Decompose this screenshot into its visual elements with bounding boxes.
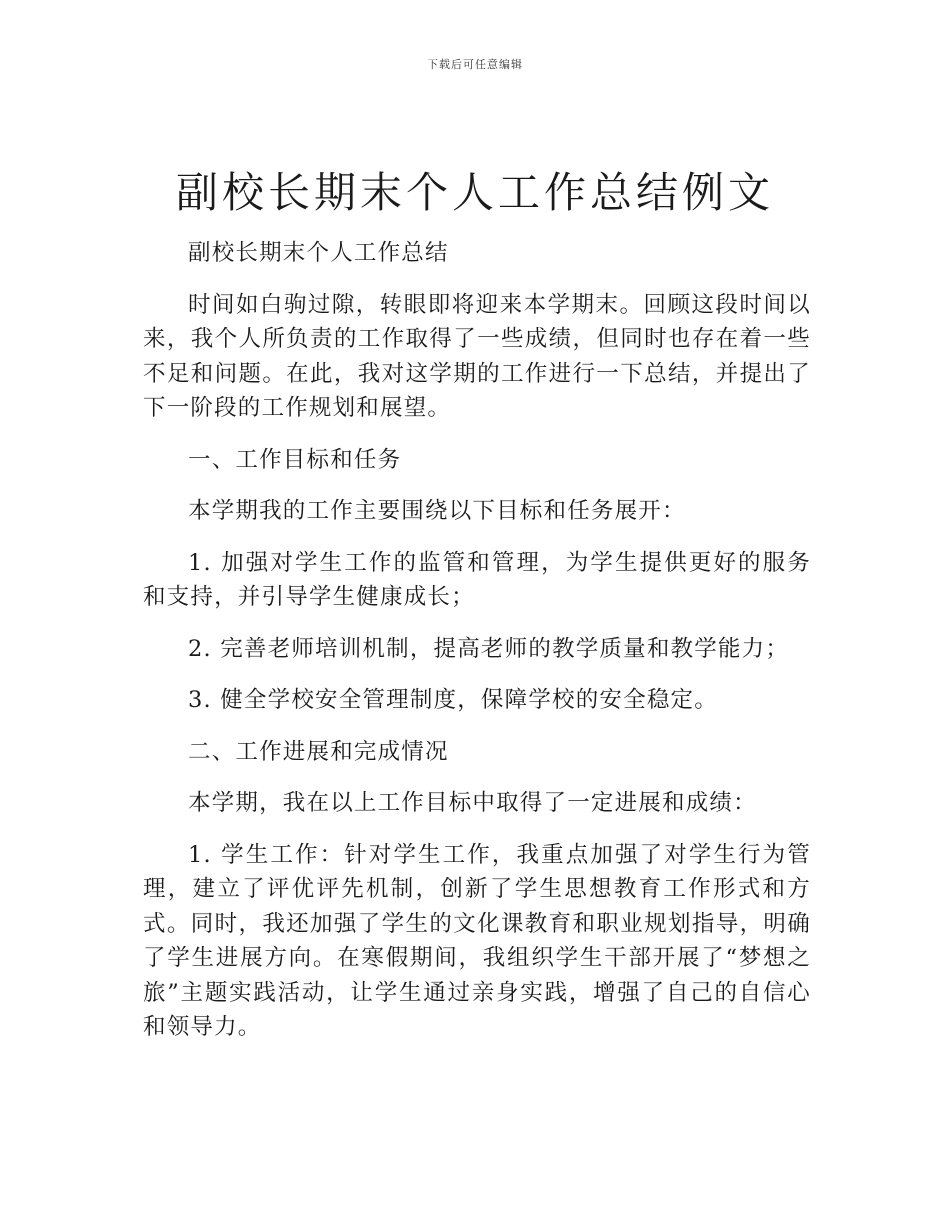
section-heading-progress: 二、工作进展和完成情况 (188, 738, 449, 765)
subtitle-paragraph: 副校长期末个人工作总结 (188, 240, 449, 266)
intro-paragraph: 时间如白驹过隙，转眼即将迎来本学期末。回顾这段时间以来，我个人所负责的工作取得了一些成绩，但同时也存在着一些不足和问题。在此，我对这学期的工作进行一下总结，并提出了下一阶段的工作规划和展望。 (143, 291, 811, 421)
goal-item-2: 2. 完善老师培训机制，提高老师的教学质量和教学能力； (188, 635, 790, 662)
goals-intro-paragraph: 本学期我的工作主要围绕以下目标和任务展开： (188, 498, 686, 524)
document-body (143, 236, 811, 1062)
goal-item-1: 1. 加强对学生工作的监管和管理，为学生提供更好的服务和支持，并引导学生健康成长； (143, 549, 811, 610)
progress-intro-paragraph: 本学期，我在以上工作目标中取得了一定进展和成绩： (188, 790, 757, 816)
section-heading-goals: 一、工作目标和任务 (188, 446, 402, 473)
progress-item-1: 1. 学生工作：针对学生工作，我重点加强了对学生行为管理，建立了评优评先机制，创新了学生思想教育工作形式和方式。同时，我还加强了学生的文化课教育和职业规划指导，明确了学生进展方向。在寒假期间，我组织学生干部开展了“梦想之旅”主题实践活动，让学生通过亲身实践，增强了自己的自信心和领导力。 (143, 841, 811, 1040)
goal-item-3: 3. 健全学校安全管理制度，保障学校的安全稳定。 (188, 687, 718, 713)
header-note: 下载后可任意编辑 (427, 58, 523, 71)
document-title: 副校长期末个人工作总结例文 (175, 168, 774, 217)
